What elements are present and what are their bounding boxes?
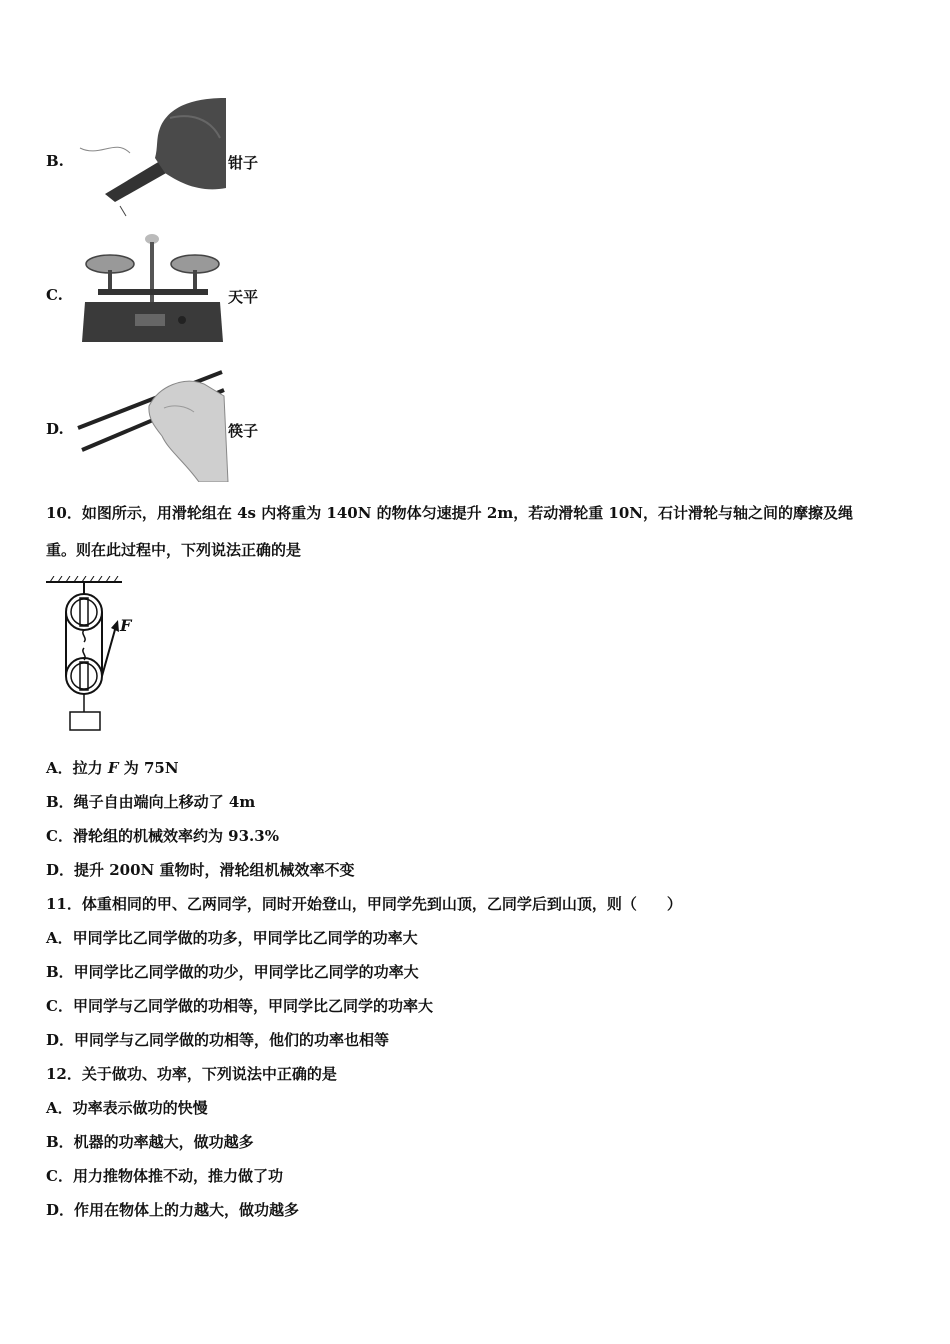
q10-option-c: C．滑轮组的机械效率约为 93.3%	[46, 827, 279, 845]
q12-option-c: C．用力推物体推不动，推力做了功	[46, 1167, 283, 1185]
balance-image	[80, 234, 225, 346]
option-letter-b: B.	[46, 152, 64, 170]
q12-option-b: B．机器的功率越大，做功越多	[46, 1133, 254, 1151]
q11-stem: 11．体重相同的甲、乙两同学，同时开始登山，甲同学先到山顶，乙同学后到山顶，则（ ）	[46, 895, 682, 913]
pulley-diagram	[44, 576, 144, 736]
q10-option-b: B．绳子自由端向上移动了 4m	[46, 793, 256, 811]
q11-option-c: C．甲同学与乙同学做的功相等，甲同学比乙同学的功率大	[46, 997, 433, 1015]
q12-option-d: D．作用在物体上的力越大，做功越多	[46, 1201, 300, 1219]
q10-stem-line1: 10．如图所示，用滑轮组在 4s 内将重为 140N 的物体匀速提升 2m，若动滑轮重 10N，石计滑轮与轴之间的摩擦及绳	[46, 504, 854, 522]
q11-option-d: D．甲同学与乙同学做的功相等，他们的功率也相等	[46, 1031, 390, 1049]
q10-option-a: A．拉力 F 为 75N	[46, 759, 179, 777]
q10-option-d: D．提升 200N 重物时，滑轮组机械效率不变	[46, 861, 355, 879]
pliers-image	[60, 98, 230, 218]
option-label-pliers: 钳子	[228, 154, 259, 172]
q12-stem: 12．关于做功、功率，下列说法中正确的是	[46, 1065, 337, 1083]
option-label-chopsticks: 筷子	[228, 422, 259, 440]
q10-stem-line2: 重。则在此过程中，下列说法正确的是	[46, 541, 302, 559]
option-letter-d: D.	[46, 420, 64, 438]
q11-option-a: A．甲同学比乙同学做的功多，甲同学比乙同学的功率大	[46, 929, 418, 947]
q12-option-a: A．功率表示做功的快慢	[46, 1099, 208, 1117]
chopsticks-image	[74, 366, 230, 482]
force-label-f: F	[120, 616, 132, 635]
option-letter-c: C.	[46, 286, 63, 304]
option-label-balance: 天平	[228, 288, 259, 306]
q11-option-b: B．甲同学比乙同学做的功少，甲同学比乙同学的功率大	[46, 963, 419, 981]
